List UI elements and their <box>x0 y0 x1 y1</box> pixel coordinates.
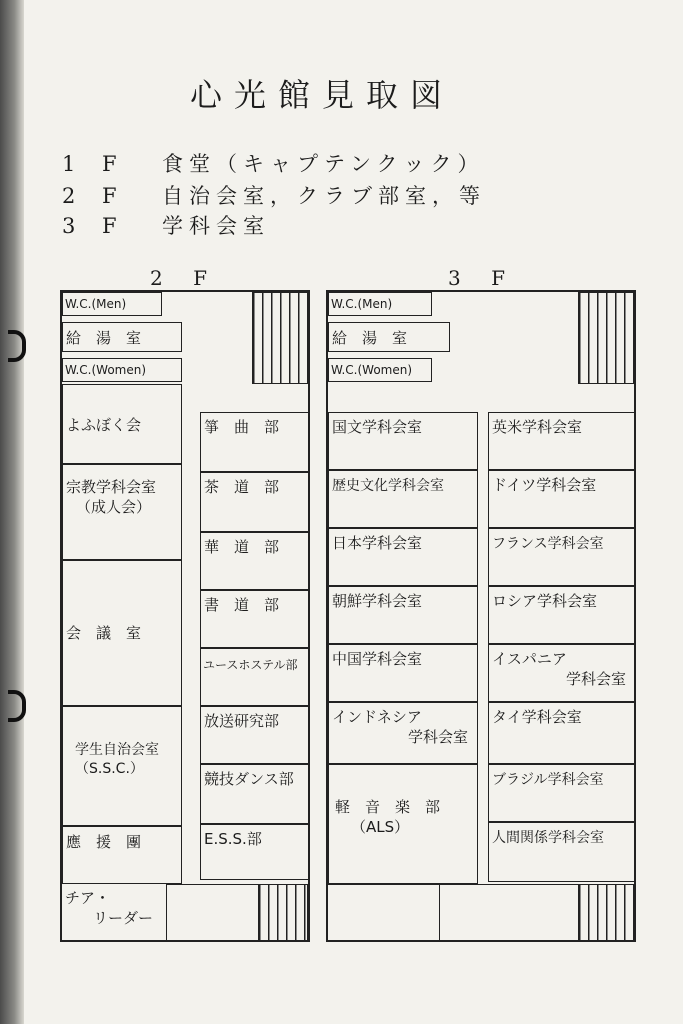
binder-ring <box>8 330 26 362</box>
room-jichikai: 学生自治会室 （S.S.C.） <box>62 706 182 826</box>
club-room-keiongaku: 軽 音 楽 部 （ALS） <box>328 764 478 884</box>
club-room-7: 競技ダンス部 <box>200 764 310 824</box>
wc-men-room: W.C.(Men) <box>62 292 162 316</box>
floor-line-2: 2 F 自治会室，クラブ部室，等 <box>62 184 486 208</box>
club-room-8: E.S.S.部 <box>200 824 310 880</box>
staircase <box>258 884 308 942</box>
dept-room-hispania: イスパニア 学科会室 <box>488 644 636 702</box>
corridor-end <box>166 884 258 942</box>
room-shukyo: 宗教学科会室 （成人会） <box>62 464 182 560</box>
dept-room-nihon: 日本学科会室 <box>328 528 478 586</box>
room-yofuboku: よふぼく会 <box>62 384 182 464</box>
wc-men-room: W.C.(Men) <box>328 292 432 316</box>
dept-room-eibei: 英米学科会室 <box>488 412 636 470</box>
dept-room-kokubun: 国文学科会室 <box>328 412 478 470</box>
floor-2-label: 2 F <box>150 266 219 290</box>
binder-ring <box>8 690 26 722</box>
dept-room-russia: ロシア学科会室 <box>488 586 636 644</box>
binding-edge <box>0 0 24 1024</box>
wc-women-room: W.C.(Women) <box>328 358 432 382</box>
dept-room-chosen: 朝鮮学科会室 <box>328 586 478 644</box>
floor-3-label: 3 F <box>448 266 517 290</box>
kyuto-room: 給 湯 室 <box>328 322 450 352</box>
room-kaigi: 会 議 室 <box>62 560 182 706</box>
club-room-4: 書 道 部 <box>200 590 310 648</box>
dept-room-france: フランス学科会室 <box>488 528 636 586</box>
kyuto-room: 給 湯 室 <box>62 322 182 352</box>
floor-line-1: 1 F 食堂（キャプテンクック） <box>62 152 485 176</box>
dept-room-chugoku: 中国学科会室 <box>328 644 478 702</box>
floor-2-plan <box>60 290 310 942</box>
dept-room-brazil: ブラジル学科会室 <box>488 764 636 822</box>
dept-room-ningen: 人間関係学科会室 <box>488 822 636 882</box>
club-room-3: 華 道 部 <box>200 532 310 590</box>
club-room-6: 放送研究部 <box>200 706 310 764</box>
corridor-end <box>440 884 578 942</box>
floor-line-3: 3 F 学科会室 <box>62 214 270 238</box>
staircase <box>578 292 634 384</box>
wc-women-room: W.C.(Women) <box>62 358 182 382</box>
dept-room-indonesia: インドネシア 学科会室 <box>328 702 478 764</box>
staircase <box>578 884 634 942</box>
club-room-5: ユースホステル部 <box>200 648 310 706</box>
staircase <box>252 292 308 384</box>
dept-room-thai: タイ学科会室 <box>488 702 636 764</box>
room-cheer: チア・ リーダー <box>65 889 154 928</box>
page-title: 心光館見取図 <box>190 76 455 114</box>
club-room-1: 箏 曲 部 <box>200 412 310 472</box>
floor-3-plan <box>326 290 636 942</box>
dept-room-rekishi: 歴史文化学科会室 <box>328 470 478 528</box>
corridor-end <box>328 884 440 942</box>
room-oendan: 應 援 團 <box>62 826 182 884</box>
club-room-2: 茶 道 部 <box>200 472 310 532</box>
dept-room-doitsu: ドイツ学科会室 <box>488 470 636 528</box>
